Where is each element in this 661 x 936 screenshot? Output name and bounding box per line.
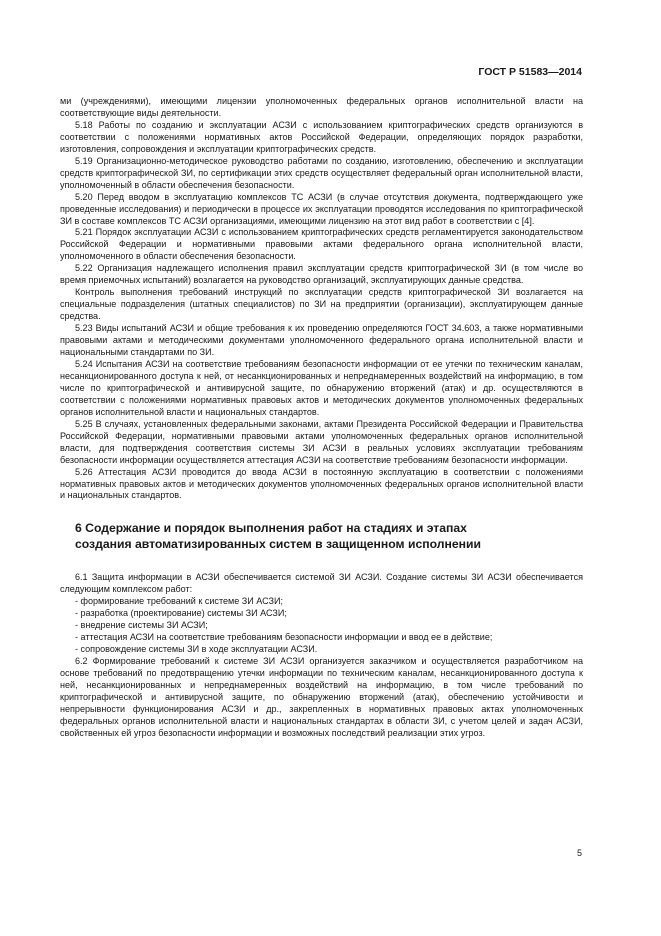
paragraph: ми (учреждениями), имеющими лицензии уполномоченных федеральных органов исполнительной власти на соответствующие виды деятельности. (60, 96, 583, 118)
paragraph: Контроль выполнения требований инструкций по эксплуатации средств криптографической ЗИ возлагается на специальные подразделения (штатных специалистов) по ЗИ на предприятии (организации), эксплуатирующем данные средства. (60, 287, 583, 322)
paragraph: 6.2 Формирование требований к системе ЗИ АСЗИ организуется заказчиком и осуществляется разработчиком на основе требований по предотвращению утечки информации по техническим каналам, несанкционированного доступа к ней, несанкционированных и непреднамеренных воздействий на информацию, в том числе требований по криптографической и антивирусной защите, по обнаружению вторжений (атак), обеспечению устойчивости и непрерывности функционирования АСЗИ и др., закрепленных в нормативных правовых актах уполномоченных федеральных органов исполнительной власти и национальных стандартах в области ЗИ, с учетом целей и задач АСЗИ, свойственных ей угроз безопасности информации и возможных последствий реализации этих угроз. (60, 655, 583, 738)
section-heading-line: 6 Содержание и порядок выполнения работ на стадиях и этапах (75, 521, 467, 536)
list-item: - сопровождение системы ЗИ в ходе эксплуатации АСЗИ. (75, 643, 318, 654)
section-heading-line: создания автоматизированных систем в защищенном исполнении (75, 536, 481, 551)
document-body (60, 96, 583, 740)
document-header: ГОСТ Р 51583—2014 (478, 66, 582, 78)
paragraph: 5.20 Перед вводом в эксплуатацию комплексов ТС АСЗИ (в случае отсутствия документа, подтверждающего уже проведенные исследования) и периодически в процессе их эксплуатации проводятся исследования по криптографической ЗИ в составе комплексов ТС АСЗИ организациями, имеющими лицензию на этот вид работ в соответствии с [4]. (60, 191, 583, 226)
list-item: - формирование требований к системе ЗИ АСЗИ; (75, 596, 284, 607)
list-item: - аттестация АСЗИ на соответствие требованиям безопасности информации и ввод ее в действие; (75, 631, 493, 642)
list-item: - внедрение системы ЗИ АСЗИ; (75, 620, 208, 631)
page-number: 5 (576, 848, 582, 858)
section-heading (60, 521, 583, 552)
paragraph: 5.24 Испытания АСЗИ на соответствие требованиям безопасности информации от ее утечки по техническим каналам, несанкционированного доступа к ней, от несанкционированных и непреднамеренных воздействий на информацию, в том числе по криптографической и антивирусной защите, по обнаружению вторжений (атак) и др. осуществляются в соответствии с положениями нормативных правовых актов и методических документов уполномоченных федеральных органов исполнительной власти и национальных стандартов. (60, 358, 583, 417)
paragraph: 6.1 Защита информации в АСЗИ обеспечивается системой ЗИ АСЗИ. Создание системы ЗИ АСЗИ обеспечивается следующим комплексом работ: (60, 572, 583, 595)
paragraph: 5.26 Аттестация АСЗИ проводится до ввода АСЗИ в постоянную эксплуатацию в соответствии с положениями нормативных правовых актов и методических документов уполномоченных федеральных органов исполнительной власти и национальных стандартов. (60, 466, 583, 501)
paragraph: 5.18 Работы по созданию и эксплуатации АСЗИ с использованием криптографических средств организуются в соответствии с положениями нормативных актов Российской Федерации, определяющих порядок разработки, изготовления, сопровождения и эксплуатации криптографических средств. (60, 119, 583, 154)
paragraph: 5.19 Организационно-методическое руководство работами по созданию, изготовлению, обеспечению и эксплуатации средств криптографической ЗИ, по сертификации этих средств осуществляет федеральный орган исполнительной власти, уполномоченный в области обеспечения безопасности. (60, 155, 583, 190)
paragraph: 5.25 В случаях, установленных федеральными законами, актами Президента Российской Федерации и Правительства Российской Федерации, нормативными правовыми актами уполномоченных федеральных органов исполнительной власти, для подтверждения соответствия системы ЗИ АСЗИ в реальных условиях эксплуатации требованиям безопасности информации осуществляется аттестация АСЗИ на соответствие требованиям безопасности информации. (60, 418, 583, 465)
list-item: - разработка (проектирование) системы ЗИ АСЗИ; (75, 608, 287, 619)
paragraph: 5.21 Порядок эксплуатации АСЗИ с использованием криптографических средств регламентируется законодательством Российской Федерации и нормативными правовыми актами федерального органа исполнительной власти, уполномоченного в области обеспечения безопасности. (60, 227, 583, 262)
paragraph: 5.22 Организация надлежащего исполнения правил эксплуатации средств криптографической ЗИ (в том числе во время приемочных испытаний) возлагается на руководство организаций, эксплуатирующих данные средства. (60, 263, 583, 286)
paragraph: 5.23 Виды испытаний АСЗИ и общие требования к их проведению определяются ГОСТ 34.603, а также нормативными правовыми актами и методическими документами уполномоченного федерального органа исполнительной власти и национальными стандартами по ЗИ. (60, 323, 583, 358)
